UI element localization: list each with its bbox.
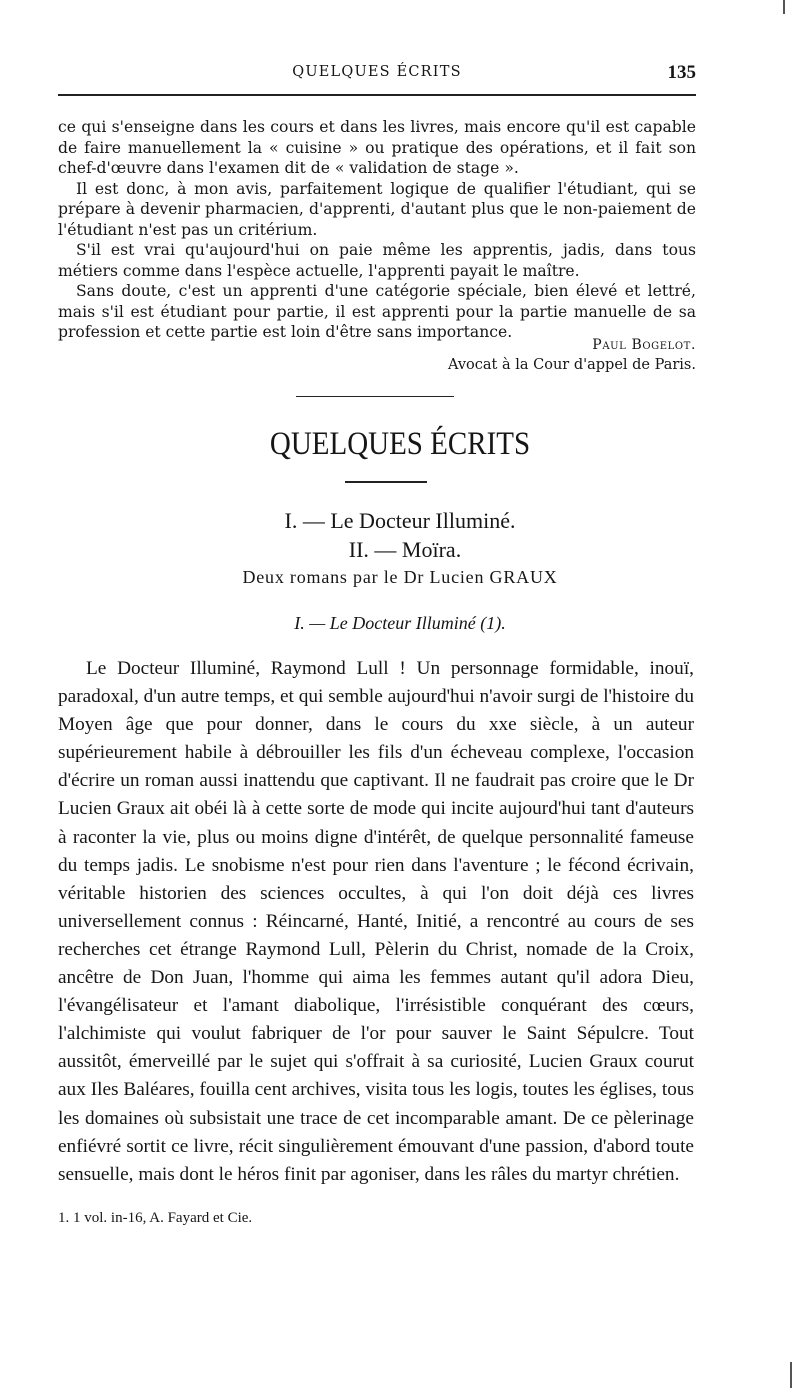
signature-title: Avocat à la Cour d'appel de Paris. [447,357,696,373]
section-title: QUELQUES ÉCRITS [269,426,531,462]
running-title: QUELQUES ÉCRITS [292,64,462,80]
header-rule [58,94,696,96]
signature-name: Paul Bogelot. [592,337,696,353]
subheading-authors: Deux romans par le Dr Lucien GRAUX [242,567,558,587]
letter-paragraph: Il est donc, à mon avis, parfaitement logique de qualifier l'étudiant, qui se prépare à devenir pharmacien, d'apprenti, d'autant plus que le non-paiement de l'étudiant n'est pas un critérium. [58,179,696,239]
letter-paragraph: S'il est vrai qu'aujourd'hui on paie même les apprentis, jadis, dans tous métiers comme dans l'espèce actuelle, l'apprenti payait le maître. [58,241,696,280]
section-separator [296,396,454,397]
subheading-1: I. — Le Docteur Illuminé. [284,508,516,533]
letter-paragraph: Sans doute, c'est un apprenti d'une catégorie spéciale, bien élevé et lettré, mais s'il est étudiant pour partie, il est apprenti pour la partie manuelle de sa profession et cette partie est loin d'être sans importance. [58,282,696,341]
scan-edge-mark [790,1362,792,1388]
page-number: 135 [667,62,696,83]
letter-text [58,117,696,343]
title-underline [345,481,427,483]
page-header [58,62,696,84]
footnote: 1. 1 vol. in-16, A. Fayard et Cie. [58,1210,253,1226]
subheading-2: II. — Moïra. [348,537,462,562]
body-paragraph: Le Docteur Illuminé, Raymond Lull ! Un personnage formidable, inouï, paradoxal, d'un autre temps, et qui semble aujourd'hui n'avoir surgi de l'histoire du Moyen âge que pour donner, dans le cours du xxe siècle, à un auteur supérieurement habile à débrouiller les fils d'un écheveau complexe, l'occasion d'écrire un roman aussi inattendu que captivant. Il ne faudrait pas croire que le Dr Lucien Graux ait obéi là à cette sorte de mode qui incite aujourd'hui tant d'auteurs à raconter la vie, plus ou moins digne d'intérêt, de quelque personnalité fameuse du temps jadis. Le snobisme n'est pour rien dans l'aventure ; le fécond écrivain, véritable historien des sciences occultes, à qui l'on doit déjà ces livres universellement connus : Réincarné, Hanté, Initié, a rencontré au cours de ses recherches cet étrange Raymond Lull, Pèlerin du Christ, nomade de la Croix, ancêtre de Don Juan, l'homme qui aima les femmes autant qu'il adora Dieu, l'évangélisateur et l'amant diabolique, l'irrésistible conquérant des cœurs, l'alchimiste qui voulut fabriquer de l'or pour sauver le Saint Sépulcre. Tout aussitôt, émerveillé par le sujet qui s'offrait à sa curiosité, Lucien Graux courut aux Iles Baléares, fouilla cent archives, visita tous les logis, toutes les églises, tous les domaines où subsistait une trace de cet incomparable amant. De ce pèlerinage enfiévré sortit ce livre, récit singulièrement émouvant d'une passion, d'abord toute sensuelle, mais dont le héros finit par agoniser, dans les râles du martyr chrétien. [58,658,694,1185]
scan-edge-mark [783,0,785,14]
subheading-part: I. — Le Docteur Illuminé (1). [294,613,506,633]
letter-paragraph: ce qui s'enseigne dans les cours et dans les livres, mais encore qu'il est capable de faire manuellement la « cuisine » ou pratique des opérations, et il fait son chef-d'œuvre dans l'examen dit de « validation de stage ». [58,118,696,177]
body-text [58,655,694,1189]
